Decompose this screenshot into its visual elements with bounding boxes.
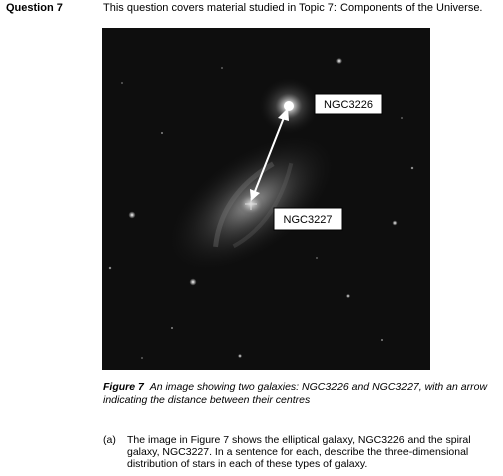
part-a-label: (a) (103, 434, 116, 446)
question-number: Question 7 (6, 2, 63, 14)
label-ngc3227-text: NGC3227 (283, 214, 333, 226)
label-ngc3226-text: NGC3226 (324, 99, 373, 111)
figure-caption-label: Figure 7 (103, 381, 144, 393)
elliptical-galaxy-core (284, 101, 294, 111)
galaxy-image (102, 28, 430, 370)
figure-caption (103, 381, 498, 407)
label-ngc3226 (315, 94, 382, 114)
figure-caption-text: An image showing two galaxies: NGC3226 and NGC3227, with an arrow indicating the distance between their centres (103, 381, 488, 406)
label-ngc3227 (274, 208, 342, 230)
part-a-text: The image in Figure 7 shows the elliptical galaxy, NGC3226 and the spiral galaxy, NGC3227. In a sentence for each, describe the three-dimensional distribution of stars in each of these types of galaxy. (127, 434, 471, 470)
question-intro: This question covers material studied in Topic 7: Components of the Universe. (103, 2, 483, 14)
